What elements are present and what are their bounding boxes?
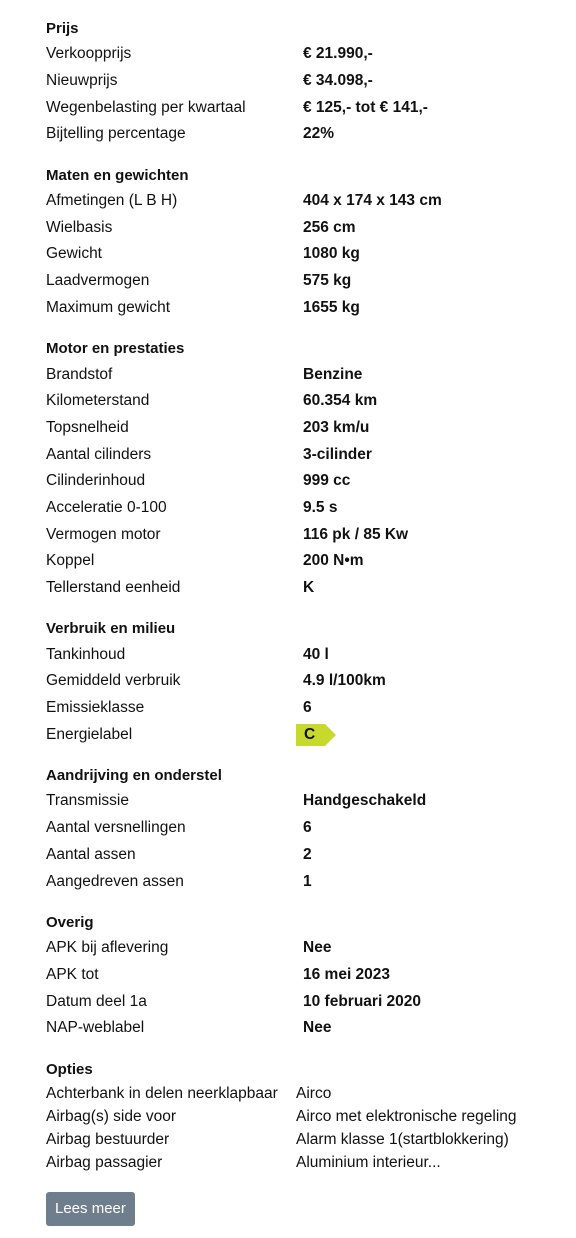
spec-value: Nee [303,1019,332,1037]
options-grid [46,1082,576,1174]
spec-label: Acceleratie 0-100 [46,498,167,516]
spec-row-vermogen [46,521,576,548]
spec-label: Kilometerstand [46,392,150,410]
spec-value: 203 km/u [303,418,370,436]
spec-row-brandstof [46,361,576,388]
spec-label: Tellerstand eenheid [46,579,181,597]
spec-value: 4.9 l/100km [303,672,386,690]
spec-row-tankinhoud [46,641,576,668]
spec-value: 116 pk / 85 Kw [303,525,409,543]
spec-row-verkoopprijs [46,41,576,68]
option-item: Airco met elektronische regeling [296,1107,517,1125]
spec-row-laadvermogen [46,268,576,295]
spec-label: Aantal cilinders [46,445,152,463]
spec-label: Brandstof [46,365,113,383]
spec-row-cilinderinhoud [46,468,576,495]
spec-label: NAP-weblabel [46,1019,145,1037]
spec-value: K [303,579,315,597]
option-item: Airbag bestuurder [46,1130,170,1148]
spec-value: Handgeschakeld [303,792,427,810]
spec-row-kilometerstand [46,388,576,415]
option-item: Airbag(s) side voor [46,1107,177,1125]
section-prijs [46,18,576,148]
spec-label: APK tot [46,965,99,983]
spec-row-acceleratie [46,495,576,522]
spec-label: Wielbasis [46,218,113,236]
section-title-overig: Overig [46,913,94,931]
spec-value: € 21.990,- [303,45,373,63]
spec-value: 575 kg [303,272,352,290]
spec-value: 16 mei 2023 [303,965,391,983]
energy-label-badge: C [296,724,325,746]
spec-value: 1080 kg [303,245,360,263]
spec-value: 9.5 s [303,498,338,516]
spec-label: Koppel [46,552,95,570]
options-column-left [46,1082,296,1174]
spec-value: 10 februari 2020 [303,992,422,1010]
spec-label: Vermogen motor [46,525,161,543]
spec-label: Afmetingen (L B H) [46,192,178,210]
spec-row-verbruik [46,668,576,695]
spec-value: Benzine [303,365,363,383]
section-title-motor: Motor en prestaties [46,340,185,358]
spec-row-nap-weblabel [46,1015,576,1042]
spec-value: 404 x 174 x 143 cm [303,192,442,210]
spec-row-versnellingen [46,815,576,842]
spec-label: Transmissie [46,792,129,810]
spec-value: 200 N•m [303,552,364,570]
spec-label: Wegenbelasting per kwartaal [46,98,246,116]
spec-label: APK bij aflevering [46,939,169,957]
spec-value: 3-cilinder [303,445,372,463]
spec-row-energielabel [46,721,576,748]
spec-value: 1655 kg [303,298,360,316]
option-item: Airco [296,1084,332,1102]
spec-value: 256 cm [303,218,356,236]
spec-label: Aangedreven assen [46,872,184,890]
spec-label: Topsnelheid [46,418,129,436]
options-column-right [296,1082,517,1174]
spec-value: Nee [303,939,332,957]
spec-value: 6 [303,819,312,837]
spec-row-datum-deel-1a [46,988,576,1015]
section-maten [46,165,576,321]
section-aandrijving [46,765,576,895]
section-overig [46,912,576,1042]
section-title-maten: Maten en gewichten [46,166,189,184]
spec-value: € 125,- tot € 141,- [303,98,428,116]
spec-label: Laadvermogen [46,272,150,290]
spec-label: Datum deel 1a [46,992,147,1010]
spec-label: Aantal versnellingen [46,819,186,837]
spec-row-apk-aflevering [46,935,576,962]
spec-value: 2 [303,845,312,863]
spec-value: 999 cc [303,472,351,490]
section-title-opties: Opties [46,1060,93,1078]
spec-label: Bijtelling percentage [46,125,186,143]
option-item: Achterbank in delen neerklapbaar [46,1084,278,1102]
spec-label: Gemiddeld verbruik [46,672,181,690]
spec-label: Aantal assen [46,845,136,863]
spec-value: 60.354 km [303,392,378,410]
spec-row-gewicht [46,241,576,268]
spec-row-topsnelheid [46,415,576,442]
spec-row-wielbasis [46,214,576,241]
option-item: Airbag passagier [46,1153,163,1171]
spec-row-wegenbelasting [46,94,576,121]
section-title-prijs: Prijs [46,20,79,37]
spec-label: Verkoopprijs [46,45,132,63]
spec-row-aangedreven-assen [46,868,576,895]
spec-value: 6 [303,699,312,717]
spec-label: Tankinhoud [46,645,126,663]
spec-value: € 34.098,- [303,72,373,90]
spec-row-emissieklasse [46,695,576,722]
spec-row-koppel [46,548,576,575]
spec-row-bijtelling [46,121,576,148]
spec-row-maximum-gewicht [46,295,576,322]
spec-value: 22% [303,125,335,143]
spec-row-transmissie [46,788,576,815]
spec-label: Nieuwprijs [46,72,118,90]
spec-label: Maximum gewicht [46,298,171,316]
spec-row-cilinders [46,441,576,468]
spec-row-nieuwprijs [46,68,576,95]
option-item: Alarm klasse 1(startblokkering) [296,1130,509,1148]
spec-value: 1 [303,872,312,890]
spec-row-tellerstand [46,575,576,602]
option-item: Aluminium interieur... [296,1153,441,1171]
spec-label: Gewicht [46,245,102,263]
read-more-button[interactable]: Lees meer [46,1192,135,1226]
spec-label: Emissieklasse [46,699,145,717]
section-motor [46,338,576,601]
spec-row-assen [46,842,576,869]
spec-label: Energielabel [46,725,133,743]
section-opties [46,1059,576,1226]
section-verbruik [46,618,576,748]
section-title-verbruik: Verbruik en milieu [46,620,176,638]
spec-label: Cilinderinhoud [46,472,146,490]
spec-row-afmetingen [46,188,576,215]
spec-row-apk-tot [46,962,576,989]
section-title-aandrijving: Aandrijving en onderstel [46,767,222,785]
spec-value: 40 l [303,645,329,663]
